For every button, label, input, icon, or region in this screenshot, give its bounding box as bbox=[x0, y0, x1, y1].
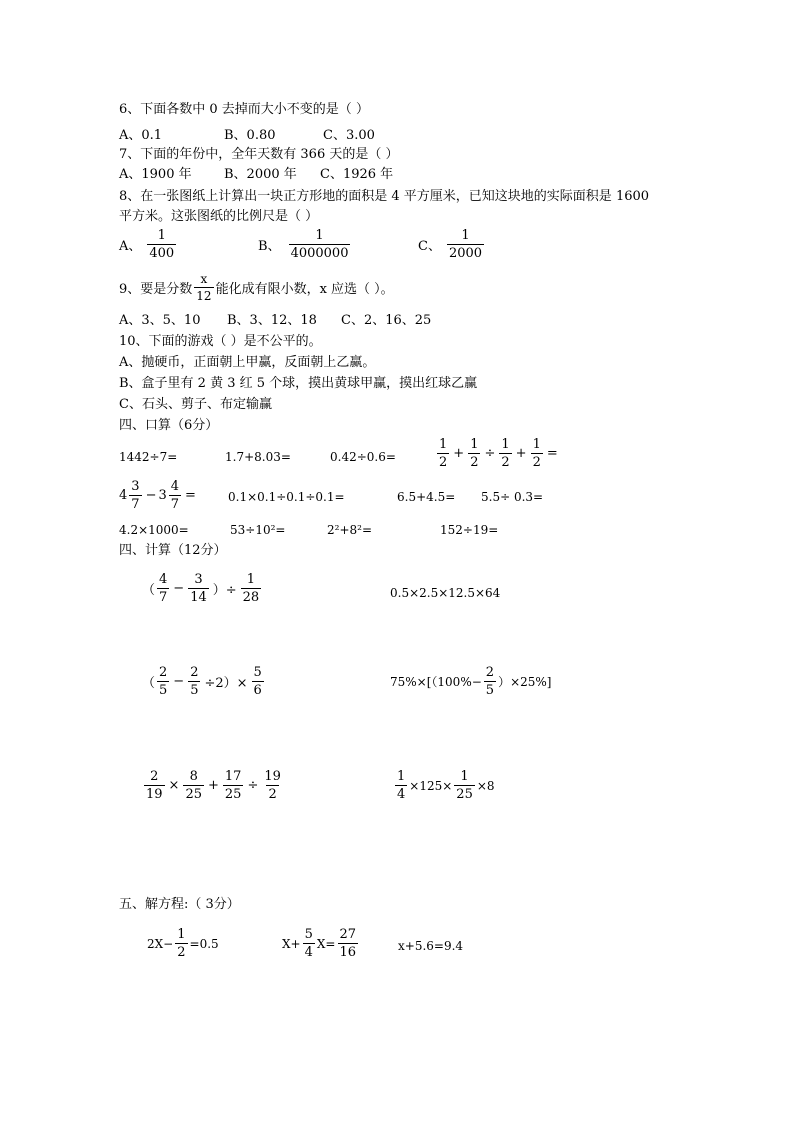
question-8-line-2: 平方米。这张图纸的比例尺是（ ） bbox=[119, 209, 319, 224]
fraction-denominator: 2 bbox=[268, 787, 277, 802]
fraction-numerator: 8 bbox=[189, 769, 198, 784]
paren-open: （ bbox=[142, 676, 156, 691]
q9-prefix: 9、要是分数 bbox=[119, 282, 193, 297]
operator: ÷2）× bbox=[204, 676, 248, 691]
fraction-numerator: 5 bbox=[304, 927, 313, 942]
fraction bbox=[499, 438, 511, 469]
fraction-numerator: 2 bbox=[150, 769, 159, 784]
q6-option-a: A、0.1 bbox=[119, 128, 163, 143]
operator: − bbox=[173, 581, 185, 596]
fraction-numerator: 1 bbox=[460, 769, 469, 784]
equation-1 bbox=[147, 928, 219, 959]
mixed-whole: 3 bbox=[158, 488, 167, 503]
equation-middle: X= bbox=[316, 936, 336, 951]
oral-item: 6.5+4.5= bbox=[397, 490, 456, 504]
fraction-numerator: 2 bbox=[190, 665, 199, 680]
fraction-denominator: 25 bbox=[224, 787, 242, 802]
q7-option-c: C、1926 年 bbox=[320, 167, 394, 182]
operator: ×8 bbox=[476, 778, 495, 793]
fraction-numerator: 1 bbox=[315, 228, 324, 243]
calc-expression-2: 0.5×2.5×12.5×64 bbox=[390, 586, 501, 600]
q8-option-a bbox=[119, 229, 178, 260]
operator: ÷ bbox=[484, 446, 496, 461]
operator: + bbox=[515, 446, 527, 461]
fraction bbox=[395, 770, 407, 801]
fraction bbox=[183, 770, 204, 801]
q9-fraction bbox=[194, 273, 213, 302]
fraction-denominator: 16 bbox=[339, 945, 357, 960]
oral-item: 0.42÷0.6= bbox=[330, 450, 396, 464]
q9-option-b: B、3、12、18 bbox=[227, 313, 317, 328]
calc-expression-3 bbox=[142, 666, 266, 697]
fraction-numerator: 4 bbox=[159, 572, 168, 587]
operator: − bbox=[173, 674, 185, 689]
q6-option-b: B、0.80 bbox=[224, 128, 276, 143]
fraction bbox=[468, 438, 480, 469]
fraction-denominator: 5 bbox=[190, 683, 199, 698]
fraction-numerator: 2 bbox=[159, 665, 168, 680]
q8-option-b-fraction bbox=[289, 229, 351, 260]
equation-3: x+5.6=9.4 bbox=[398, 939, 464, 953]
oral-item: 4.2×1000= bbox=[119, 523, 189, 537]
fraction-numerator: 2 bbox=[485, 665, 495, 680]
fraction-numerator: 1 bbox=[501, 437, 510, 452]
fraction-denominator: 7 bbox=[170, 497, 180, 512]
operator: ×125× bbox=[409, 778, 453, 793]
expression-suffix: ）×25%] bbox=[498, 675, 552, 689]
fraction bbox=[157, 573, 169, 604]
equation-2 bbox=[282, 928, 360, 959]
q9-suffix: 能化成有限小数，x 应选（ ）。 bbox=[215, 282, 394, 297]
q8-option-c bbox=[418, 229, 486, 260]
fraction-numerator: 1 bbox=[177, 927, 186, 942]
q8-option-a-fraction bbox=[147, 229, 176, 260]
fraction-numerator: 1 bbox=[246, 572, 256, 587]
q10-option-b: B、盒子里有 2 黄 3 红 5 个球，摸出黄球甲赢，摸出红球乙赢 bbox=[119, 376, 478, 391]
fraction-denominator: 7 bbox=[159, 590, 168, 605]
oral-item: 0.1×0.1÷0.1÷0.1= bbox=[228, 490, 345, 504]
fraction-numerator: 4 bbox=[170, 479, 180, 494]
fraction bbox=[484, 666, 496, 697]
q8-option-a-label: A、 bbox=[119, 239, 142, 254]
operator: + bbox=[208, 778, 219, 793]
calc-section-heading: 四、计算（12分） bbox=[119, 543, 227, 558]
fraction bbox=[262, 770, 283, 801]
fraction-denominator: 2 bbox=[470, 455, 479, 470]
fraction-numerator: 1 bbox=[397, 769, 406, 784]
question-9 bbox=[119, 273, 394, 302]
fraction-denominator: 2000 bbox=[448, 246, 483, 261]
mixed-whole: 4 bbox=[119, 488, 128, 503]
fraction bbox=[175, 928, 187, 959]
q6-option-c: C、3.00 bbox=[323, 128, 375, 143]
question-8-line-1: 8、在一张图纸上计算出一块正方形地的面积是 4 平方厘米，已知这块地的实际面积是 1600 bbox=[119, 189, 650, 204]
equation-suffix: =0.5 bbox=[189, 936, 219, 951]
fraction bbox=[169, 480, 181, 511]
equals-sign: = bbox=[546, 446, 558, 461]
fraction bbox=[338, 928, 359, 959]
calc-expression-4 bbox=[390, 666, 551, 697]
fraction-denominator: 4000000 bbox=[290, 246, 349, 261]
fraction bbox=[454, 770, 475, 801]
question-6: 6、下面各数中 0 去掉而大小不变的是（ ） bbox=[119, 102, 369, 117]
q8-option-b-label: B、 bbox=[258, 239, 281, 254]
fraction-denominator: 4 bbox=[397, 787, 406, 802]
fraction-numerator: 3 bbox=[131, 479, 140, 494]
fraction-denominator: 5 bbox=[159, 683, 168, 698]
fraction bbox=[157, 666, 169, 697]
question-10: 10、下面的游戏（ ）是不公平的。 bbox=[119, 334, 322, 349]
fraction-numerator: 1 bbox=[532, 437, 541, 452]
q10-option-c: C、石头、剪子、布定输赢 bbox=[119, 397, 272, 412]
q7-option-a: A、1900 年 bbox=[119, 167, 192, 182]
fraction-denominator: 19 bbox=[146, 787, 163, 802]
operator: ÷ bbox=[247, 778, 259, 793]
fraction-denominator: 14 bbox=[190, 590, 207, 605]
expression-prefix: 75%×[（100%− bbox=[390, 675, 482, 689]
oral-item: 1.7+8.03= bbox=[225, 450, 291, 464]
q9-option-a: A、3、5、10 bbox=[119, 313, 201, 328]
fraction-denominator: 6 bbox=[253, 683, 262, 698]
fraction bbox=[437, 438, 449, 469]
fraction bbox=[188, 573, 209, 604]
equation-prefix: X+ bbox=[282, 936, 301, 951]
q8-option-c-label: C、 bbox=[418, 239, 441, 254]
oral-section-heading: 四、口算（6分） bbox=[119, 418, 219, 433]
fraction-numerator: 1 bbox=[461, 228, 470, 243]
fraction bbox=[531, 438, 543, 469]
equals-sign: = bbox=[185, 488, 196, 503]
equation-prefix: 2X− bbox=[147, 936, 174, 951]
fraction-denominator: 2 bbox=[501, 455, 510, 470]
fraction-numerator: x bbox=[200, 272, 208, 286]
fraction-denominator: 4 bbox=[304, 945, 313, 960]
fraction-denominator: 25 bbox=[456, 787, 473, 802]
operator: ）÷ bbox=[212, 583, 237, 598]
fraction-numerator: 3 bbox=[194, 572, 203, 587]
fraction bbox=[188, 666, 200, 697]
oral-item: 53÷10²= bbox=[230, 523, 286, 537]
equation-section-heading: 五、解方程:（ 3分） bbox=[119, 897, 240, 912]
question-7: 7、下面的年份中，全年天数有 366 天的是（ ） bbox=[119, 147, 399, 162]
q10-option-a: A、抛硬币，正面朝上甲赢，反面朝上乙赢。 bbox=[119, 355, 376, 370]
operator: − bbox=[145, 488, 157, 503]
calc-expression-5 bbox=[142, 770, 285, 801]
operator: + bbox=[453, 446, 465, 461]
fraction bbox=[129, 480, 141, 511]
calc-expression-6 bbox=[393, 770, 495, 801]
fraction-denominator: 2 bbox=[177, 945, 186, 960]
operator: × bbox=[168, 778, 180, 793]
paren-open: （ bbox=[142, 583, 156, 598]
fraction-numerator: 1 bbox=[439, 437, 448, 452]
q8-option-b bbox=[258, 229, 352, 260]
fraction-numerator: 17 bbox=[224, 769, 242, 784]
fraction-denominator: 12 bbox=[196, 289, 212, 303]
fraction-denominator: 5 bbox=[485, 683, 495, 698]
oral-mixed-number-expression bbox=[119, 480, 198, 511]
fraction-numerator: 5 bbox=[253, 665, 262, 680]
q8-option-c-fraction bbox=[447, 229, 484, 260]
fraction bbox=[252, 666, 264, 697]
fraction bbox=[303, 928, 315, 959]
fraction-numerator: 19 bbox=[264, 769, 281, 784]
fraction-denominator: 400 bbox=[149, 246, 175, 261]
oral-item: 1442÷7= bbox=[119, 450, 178, 464]
calc-expression-1 bbox=[142, 573, 263, 604]
fraction-numerator: 1 bbox=[157, 228, 166, 243]
q9-option-c: C、2、16、25 bbox=[341, 313, 432, 328]
fraction bbox=[144, 770, 165, 801]
fraction-numerator: 1 bbox=[470, 437, 479, 452]
fraction-denominator: 28 bbox=[242, 590, 260, 605]
fraction-denominator: 2 bbox=[532, 455, 541, 470]
fraction-denominator: 2 bbox=[439, 455, 448, 470]
oral-item: 5.5÷ 0.3= bbox=[481, 490, 544, 504]
oral-item: 2²+8²= bbox=[327, 523, 372, 537]
oral-fraction-expression bbox=[435, 438, 560, 469]
q7-option-b: B、2000 年 bbox=[224, 167, 297, 182]
fraction-denominator: 7 bbox=[131, 497, 140, 512]
fraction-denominator: 25 bbox=[185, 787, 202, 802]
fraction bbox=[241, 573, 262, 604]
fraction bbox=[223, 770, 244, 801]
oral-item: 152÷19= bbox=[440, 523, 499, 537]
fraction-numerator: 27 bbox=[339, 927, 357, 942]
